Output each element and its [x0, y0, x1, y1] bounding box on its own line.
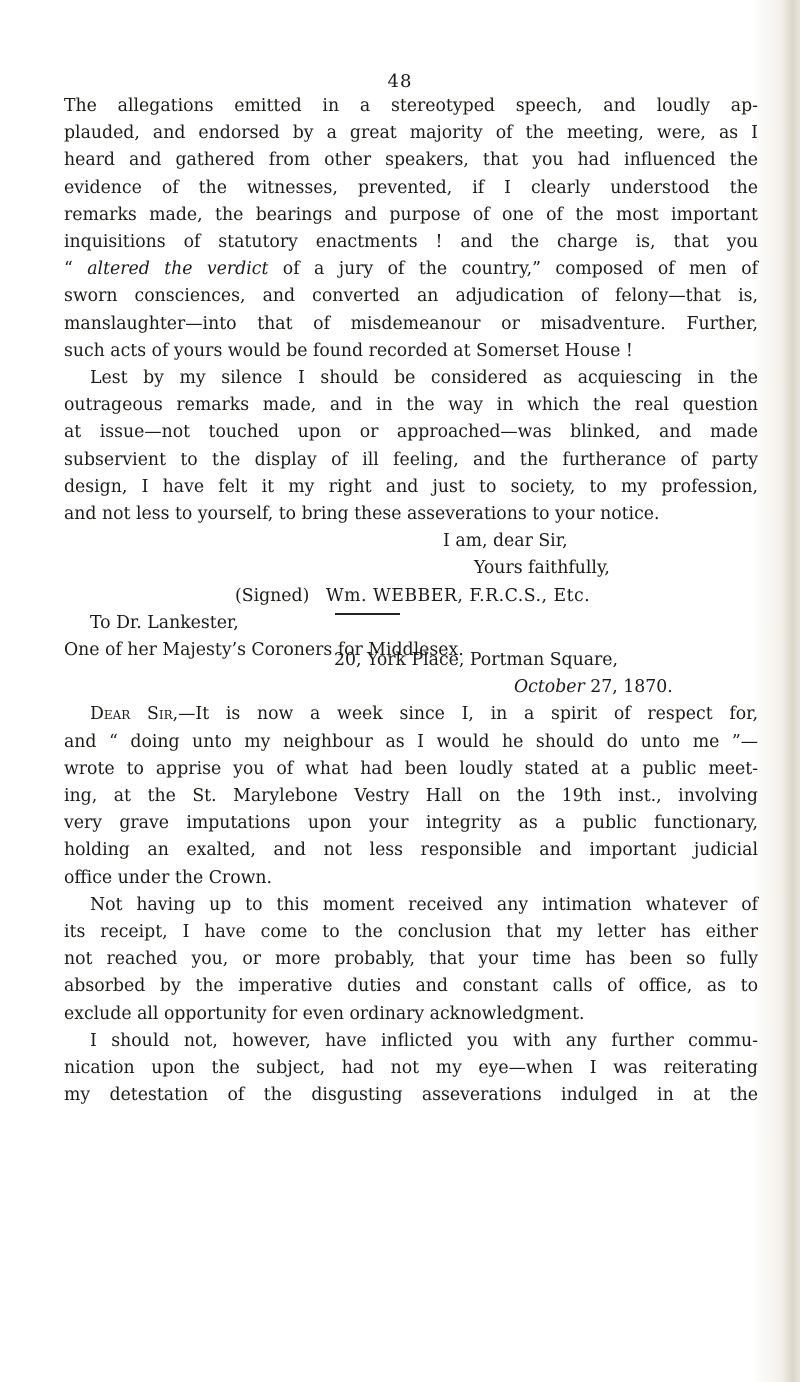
date-month: October [514, 677, 585, 698]
text-line: office under the Crown. [64, 867, 273, 888]
text-line: its receipt, I have come to the conclusion that my letter has either [64, 922, 758, 943]
text-line: ing, at the St. Marylebone Vestry Hall on the 19th inst., involving [64, 786, 758, 807]
letter-date [64, 674, 758, 701]
text-line: at issue—not touched upon or approached—was blinked, and made [64, 422, 758, 443]
letter-two [64, 647, 758, 1109]
quote-open: “ [64, 259, 88, 280]
text-line: exclude all opportunity for even ordinary acknowledgment. [64, 1003, 585, 1024]
text-line: and not less to yourself, to bring these asseverations to your notice. [64, 504, 660, 525]
italic-phrase: altered the verdict [87, 259, 269, 280]
text-line: Lest by my silence I should be considered as acquiescing in the [90, 368, 758, 389]
text-line: I should not, however, have inflicted you with any further commu- [90, 1030, 758, 1051]
sender-address: 20, York Place, Portman Square, [334, 650, 619, 670]
addressee-title: One of her Majesty’s Coroners for Middlesex. [64, 640, 464, 661]
text-line: heard and gathered from other speakers, that you had influenced the [64, 150, 758, 171]
text-line: absorbed by the imperative duties and constant calls of office, as to [64, 976, 758, 997]
text-line: evidence of the witnesses, prevented, if I clearly understood the [64, 177, 758, 198]
text-line: subservient to the display of ill feeling, and the furtherance of party [64, 449, 758, 470]
closing-yours: Yours faithfully, [474, 558, 610, 579]
text-line: sworn consciences, and converted an adjudication of felony—that is, [64, 286, 758, 307]
text-line-quote [64, 256, 758, 283]
quote-rest: of a jury of the country,” composed of men of [268, 259, 758, 280]
text-line: not reached you, or more probably, that your time has been so fully [64, 949, 758, 970]
text-line: such acts of yours would be found recorded at Somerset House ! [64, 340, 633, 361]
text-line: very grave imputations upon your integrity as a public functionary, [64, 813, 758, 834]
text-line-salutation [64, 701, 758, 728]
page-edge-shadow [782, 0, 800, 1382]
text-line: design, I have felt it my right and just to society, to my profession, [64, 476, 758, 497]
text-line: outrageous remarks made, and in the way in which the real question [64, 395, 758, 416]
text-run: —It is now a week since I, in a spirit of respect for, [178, 704, 759, 725]
date-rest: 27, 1870. [584, 677, 673, 698]
addressee-name: To Dr. Lankester, [90, 612, 239, 633]
text-line: holding an exalted, and not less responsible and important judicial [64, 840, 758, 861]
text-line: remarks made, the bearings and purpose of one of the most important [64, 204, 758, 225]
text-line: wrote to apprise you of what had been loudly stated at a public meet- [64, 758, 758, 779]
salutation: Dear Sir, [90, 704, 179, 725]
closing-salutation: I am, dear Sir, [443, 531, 568, 552]
text-line: inquisitions of statutory enactments ! and the charge is, that you [64, 232, 758, 253]
page-number: 48 [387, 71, 413, 92]
text-line: manslaughter—into that of misdemeanour or misadventure. Further, [64, 313, 758, 334]
text-line: my detestation of the disgusting asseverations indulged in at the [64, 1085, 758, 1106]
text-line: plauded, and endorsed by a great majority of the meeting, were, as I [64, 123, 758, 144]
signature-line [64, 583, 758, 610]
text-line: Not having up to this moment received any intimation whatever of [90, 894, 758, 915]
signature-name: Wm. WEBBER, F.R.C.S., Etc. [325, 585, 591, 606]
signed-label: (Signed) [235, 585, 310, 606]
text-line: and “ doing unto my neighbour as I would he should do unto me ”— [64, 731, 758, 752]
text-line: The allegations emitted in a stereotyped speech, and loudly ap- [64, 96, 758, 116]
section-divider [335, 613, 400, 615]
text-line: nication upon the subject, had not my eye—when I was reiterating [64, 1058, 758, 1079]
letter-one [64, 93, 758, 664]
